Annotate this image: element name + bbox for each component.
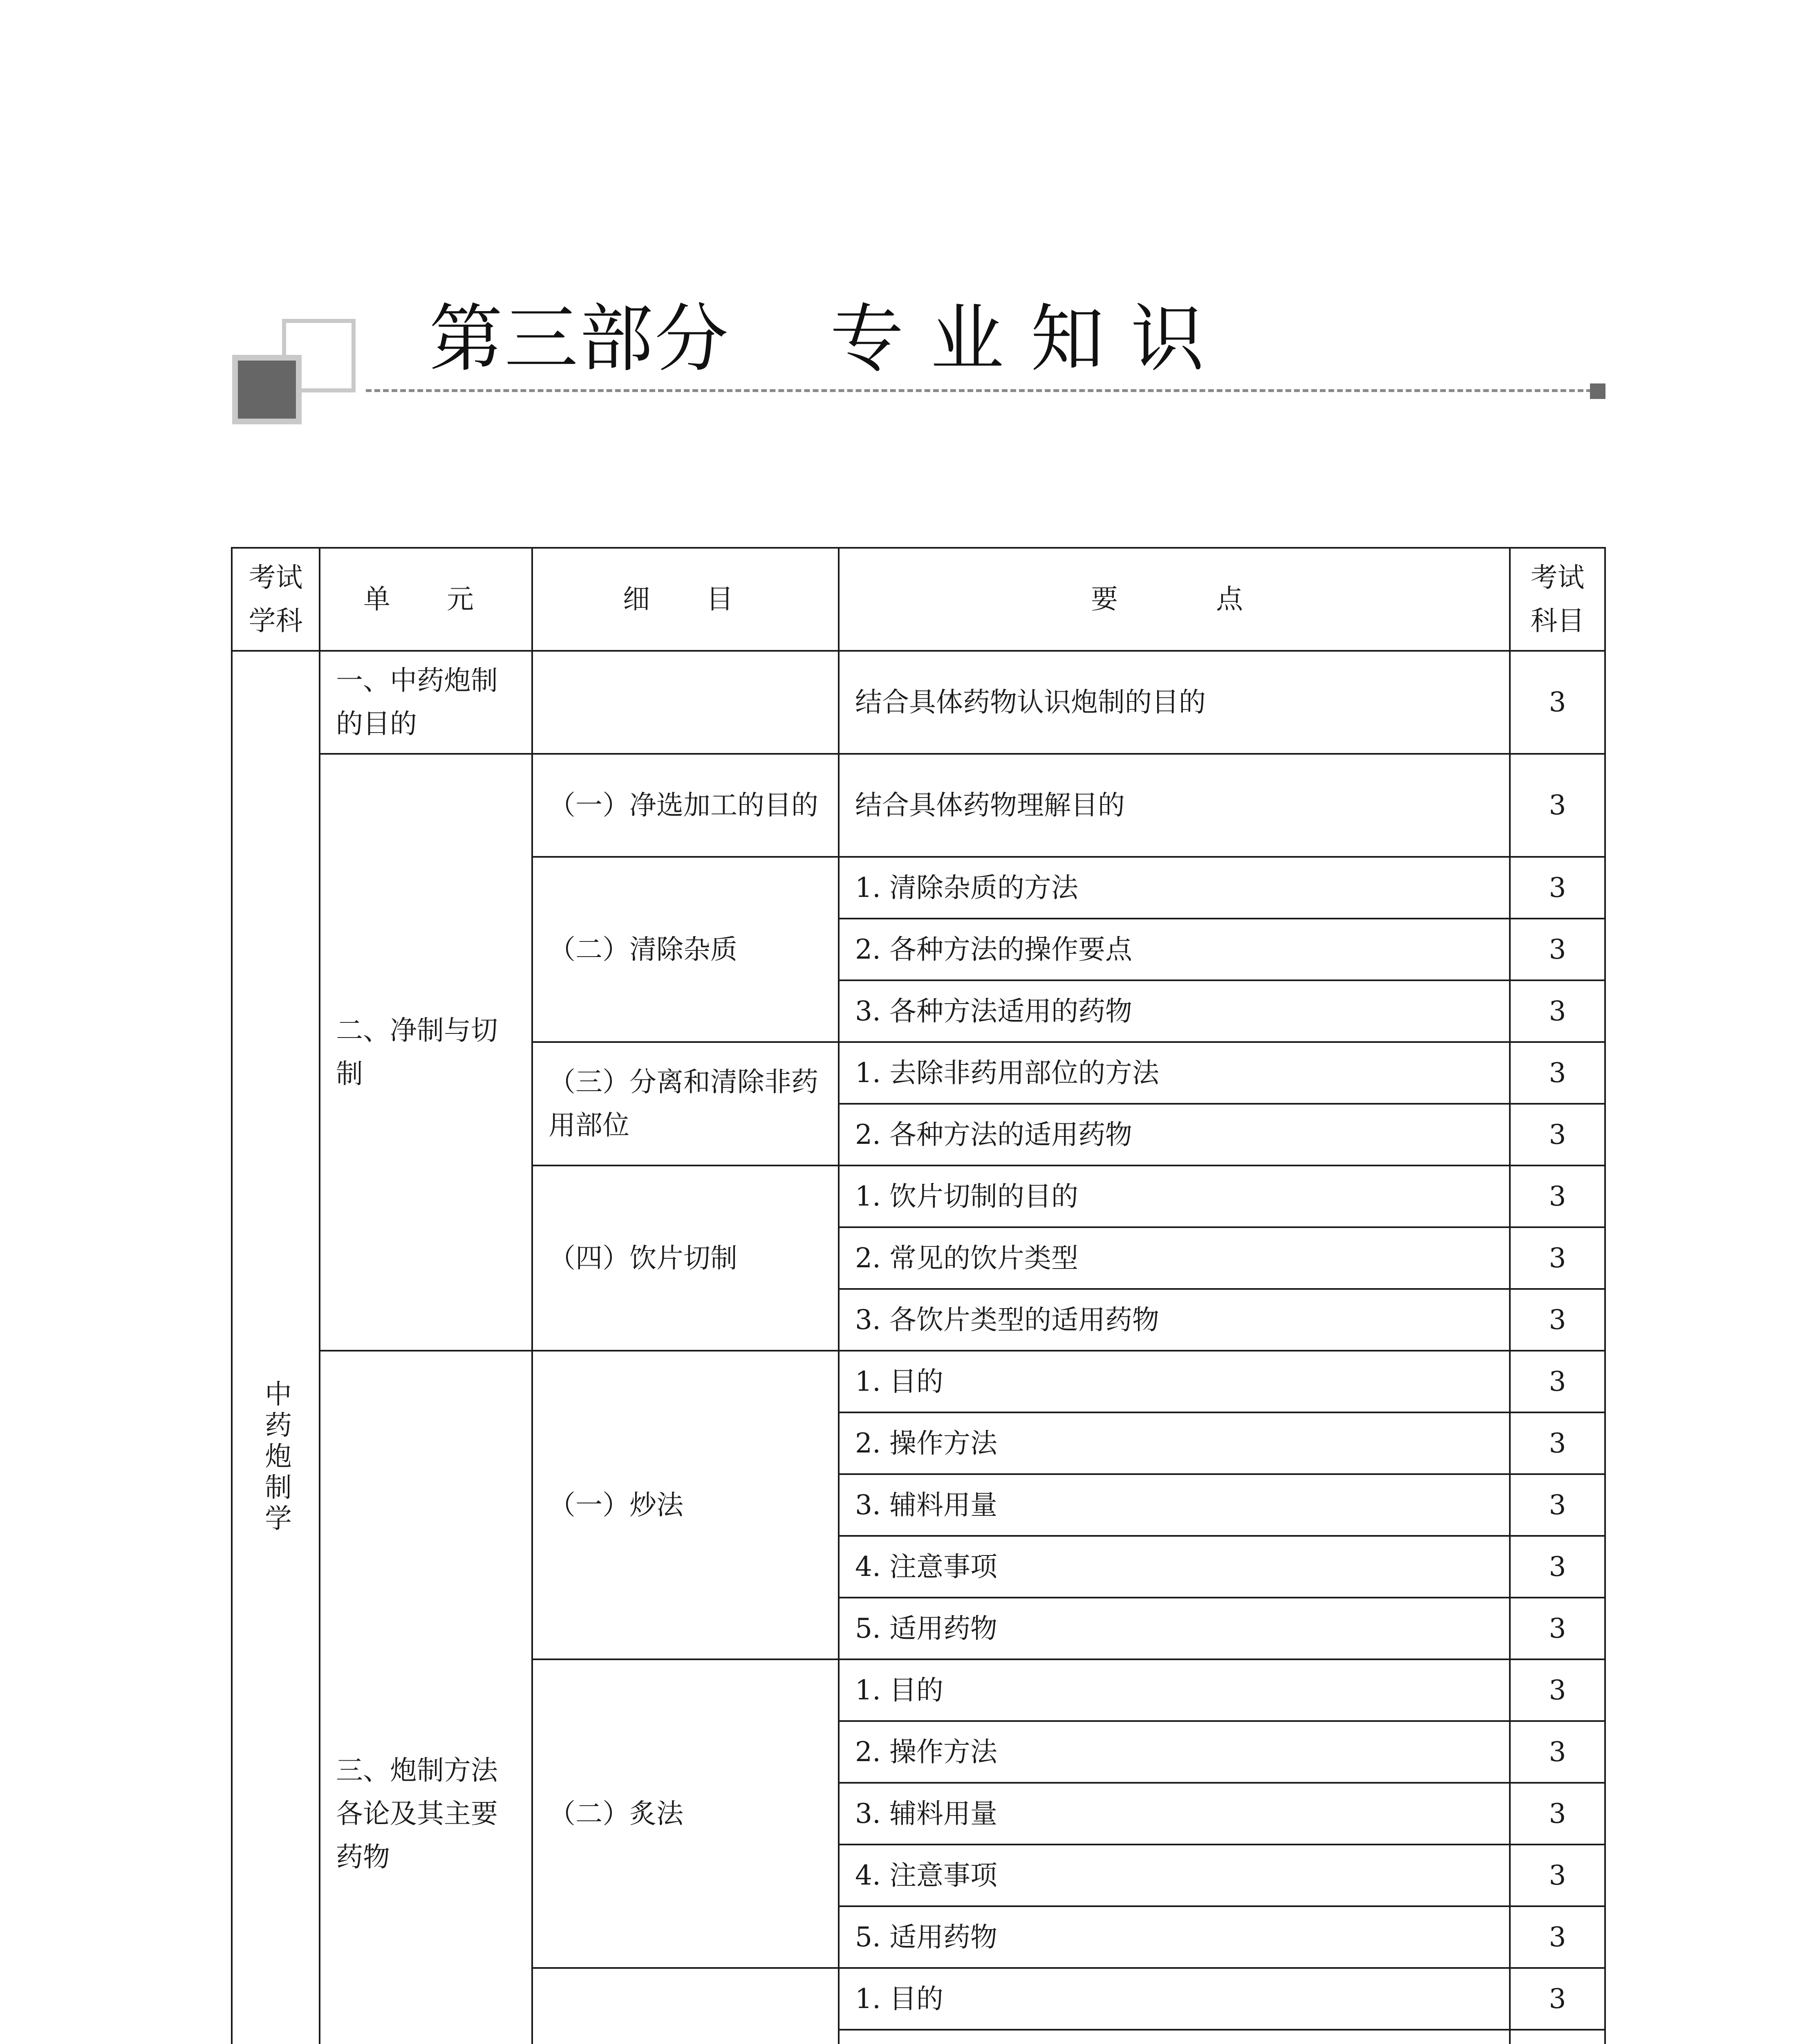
point-cell: 结合具体药物认识炮制的目的 (839, 651, 1510, 754)
table-body (232, 651, 1605, 2044)
exam-cell: 3 (1510, 1659, 1605, 1721)
table-row (232, 754, 1605, 857)
exam-cell: 3 (1510, 1289, 1605, 1351)
exam-cell: 3 (1510, 1351, 1605, 1412)
detail-cell: （二）清除杂质 (532, 857, 839, 1042)
point-cell: 1. 目的 (839, 1659, 1510, 1721)
point-cell: 2. 各种方法的适用药物 (839, 1104, 1510, 1165)
exam-cell: 3 (1510, 1412, 1605, 1474)
exam-cell: 3 (1510, 1474, 1605, 1536)
subject-text: 中药炮制学 (260, 1380, 292, 1535)
unit-cell: 二、净制与切制 (320, 754, 532, 1351)
header-point-text: 要 点 (1091, 583, 1258, 615)
header-square-filled (232, 355, 302, 424)
exam-cell: 3 (1510, 1536, 1605, 1598)
point-cell: 3. 辅料用量 (839, 1783, 1510, 1845)
point-cell: 3. 各种方法适用的药物 (839, 980, 1510, 1042)
point-cell: 5. 适用药物 (839, 1598, 1510, 1659)
point-cell (839, 2030, 1510, 2044)
table-row (232, 651, 1605, 754)
point-cell: 结合具体药物理解目的 (839, 754, 1510, 857)
point-cell: 1. 目的 (839, 1968, 1510, 2030)
header-detail (532, 548, 839, 651)
syllabus-table (231, 547, 1606, 2044)
point-cell: 1. 目的 (839, 1351, 1510, 1412)
exam-cell: 3 (1510, 857, 1605, 919)
exam-cell: 3 (1510, 1165, 1605, 1227)
detail-cell: （一）炒法 (532, 1351, 839, 1659)
detail-cell: （二）炙法 (532, 1659, 839, 1968)
point-cell: 2. 操作方法 (839, 1721, 1510, 1783)
exam-cell (1510, 2030, 1605, 2044)
exam-cell: 3 (1510, 754, 1605, 857)
detail-cell: （四）饮片切制 (532, 1165, 839, 1351)
header-dashed-rule (366, 389, 1592, 392)
exam-cell: 3 (1510, 919, 1605, 980)
exam-cell: 3 (1510, 1968, 1605, 2030)
point-cell: 1. 清除杂质的方法 (839, 857, 1510, 919)
detail-cell: （三）分离和清除非药用部位 (532, 1042, 839, 1165)
exam-cell: 3 (1510, 980, 1605, 1042)
exam-cell: 3 (1510, 1845, 1605, 1906)
point-cell: 2. 常见的饮片类型 (839, 1227, 1510, 1289)
point-cell: 3. 各饮片类型的适用药物 (839, 1289, 1510, 1351)
subject-cell (232, 651, 320, 2044)
page-title: 第三部分 专 业 知 识 (429, 296, 1206, 382)
exam-cell: 3 (1510, 1783, 1605, 1845)
table-row (232, 1351, 1605, 1412)
header-subject-text: 考试 学科 (249, 562, 303, 637)
point-cell: 1. 去除非药用部位的方法 (839, 1042, 1510, 1104)
point-cell: 3. 辅料用量 (839, 1474, 1510, 1536)
unit-cell: 一、中药炮制的目的 (320, 651, 532, 754)
detail-cell (532, 651, 839, 754)
header-exam (1510, 548, 1605, 651)
unit-cell: 三、炮制方法各论及其主要药物 (320, 1351, 532, 2044)
header-detail-text: 细 目 (623, 583, 748, 615)
exam-cell: 3 (1510, 1721, 1605, 1783)
point-cell: 2. 各种方法的操作要点 (839, 919, 1510, 980)
point-cell: 4. 注意事项 (839, 1536, 1510, 1598)
point-cell: 4. 注意事项 (839, 1845, 1510, 1906)
point-cell: 5. 适用药物 (839, 1906, 1510, 1968)
header-exam-text: 考试 科目 (1530, 562, 1585, 637)
point-cell: 2. 操作方法 (839, 1412, 1510, 1474)
header-point (839, 548, 1510, 651)
exam-cell: 3 (1510, 1906, 1605, 1968)
header-rule-end-square (1590, 383, 1605, 399)
point-cell: 1. 饮片切制的目的 (839, 1165, 1510, 1227)
detail-cell: （一）净选加工的目的 (532, 754, 839, 857)
header-subject (232, 548, 320, 651)
exam-cell: 3 (1510, 1042, 1605, 1104)
header-unit (320, 548, 532, 651)
exam-cell: 3 (1510, 651, 1605, 754)
exam-cell: 3 (1510, 1104, 1605, 1165)
header-unit-text: 单 元 (363, 583, 488, 615)
exam-cell: 3 (1510, 1227, 1605, 1289)
exam-cell: 3 (1510, 1598, 1605, 1659)
detail-cell (532, 1968, 839, 2044)
table-header-row (232, 548, 1605, 651)
